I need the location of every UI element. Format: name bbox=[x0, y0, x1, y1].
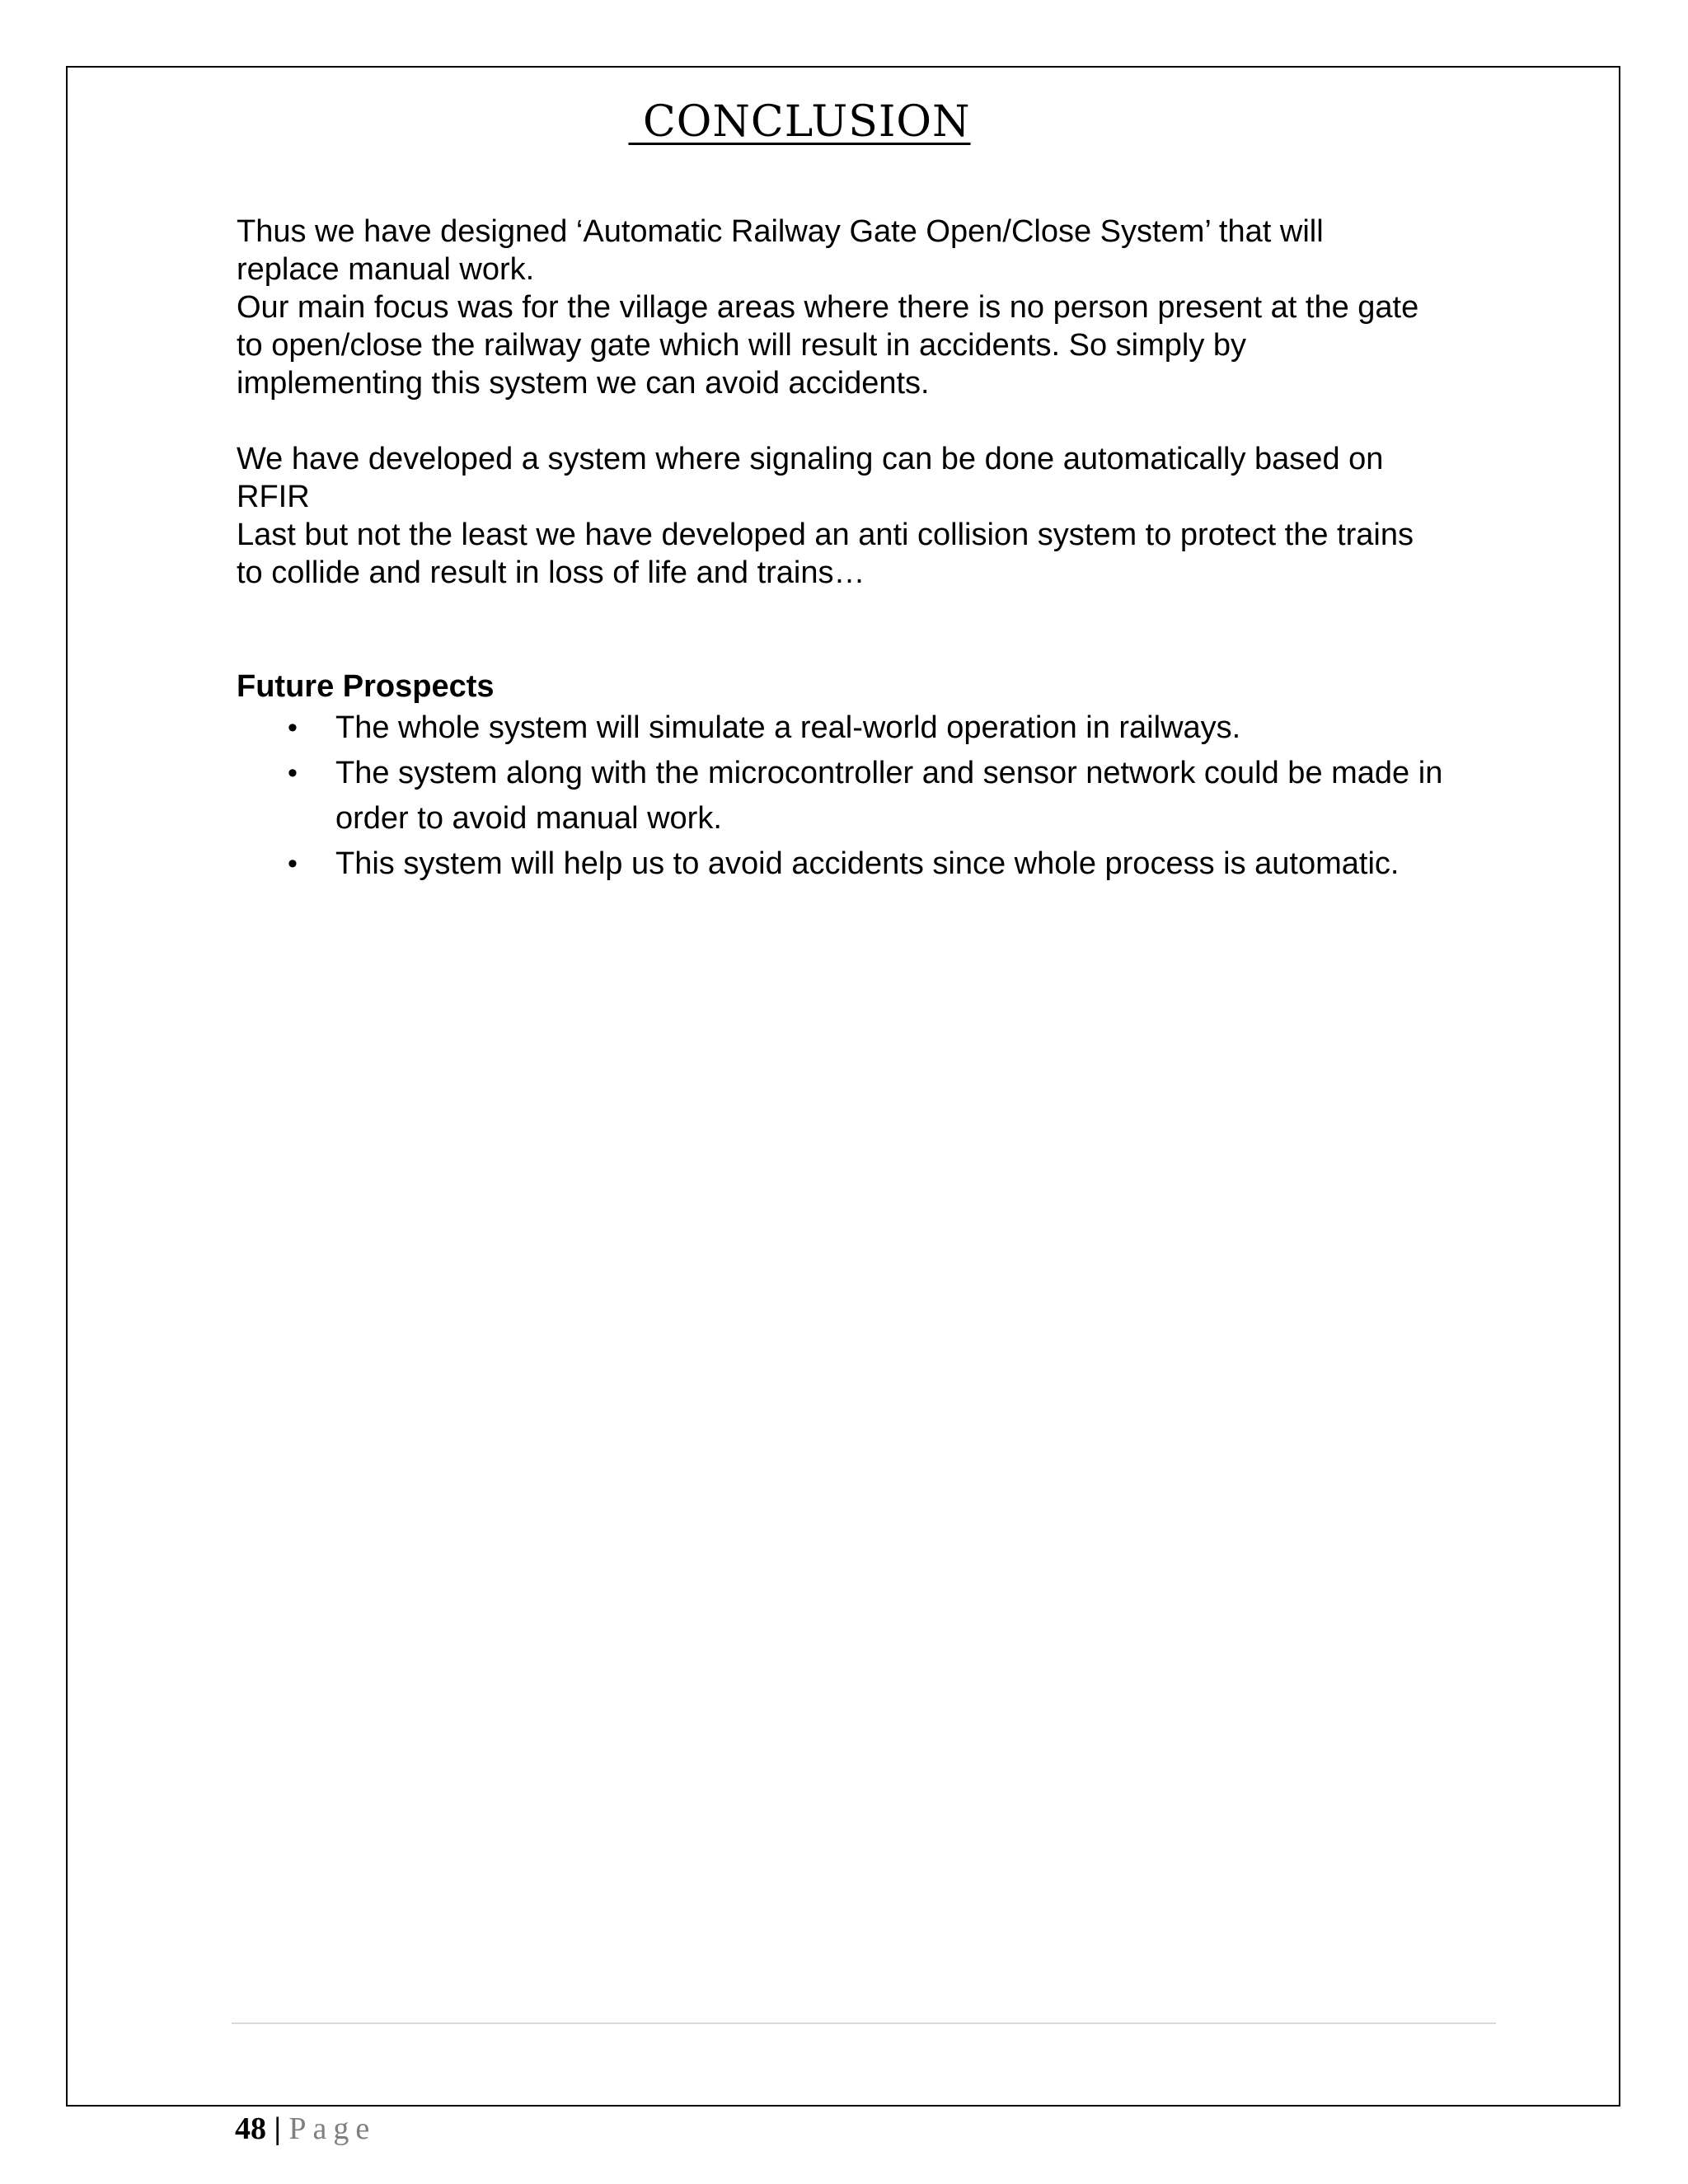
page-number: 48 bbox=[235, 2111, 266, 2146]
paragraph-line: to open/close the railway gate which will result in accidents. So simply by bbox=[237, 328, 1247, 363]
page-label: Page bbox=[288, 2111, 377, 2146]
bullet-icon: • bbox=[288, 757, 298, 789]
future-prospects-list bbox=[237, 705, 1522, 887]
paragraph-line: to collide and result in loss of life and trains… bbox=[237, 555, 865, 590]
page-title: CONCLUSION bbox=[628, 97, 971, 147]
document-body bbox=[237, 213, 1522, 887]
paragraph-line: implementing this system we can avoid accidents. bbox=[237, 366, 930, 401]
list-item-text: The whole system will simulate a real-world operation in railways. bbox=[335, 710, 1241, 745]
list-item-text: This system will help us to avoid accidents since whole process is automatic. bbox=[335, 846, 1400, 881]
paragraph-line: Our main focus was for the village areas where there is no person present at the gate bbox=[237, 290, 1419, 325]
paragraph-line: We have developed a system where signaling can be done automatically based on bbox=[237, 442, 1384, 476]
list-item bbox=[237, 751, 1522, 841]
list-item bbox=[237, 705, 1522, 751]
paragraph-line: Last but not the least we have developed an anti collision system to protect the trains bbox=[237, 518, 1414, 552]
paragraph-line: Thus we have designed ‘Automatic Railway Gate Open/Close System’ that will bbox=[237, 214, 1324, 249]
paragraph-line: replace manual work. bbox=[237, 252, 535, 287]
footer-separator: | bbox=[266, 2111, 289, 2146]
paragraph-line: RFIR bbox=[237, 480, 310, 514]
paragraph-spacer bbox=[237, 592, 1522, 668]
paragraph-spacer bbox=[237, 402, 1522, 440]
footer-divider bbox=[232, 2022, 1496, 2024]
list-item bbox=[237, 841, 1522, 887]
future-prospects-heading: Future Prospects bbox=[237, 669, 495, 704]
bullet-icon: • bbox=[288, 848, 298, 879]
list-item-text: The system along with the microcontroller and sensor network could be made in order to avoid manual work. bbox=[335, 756, 1443, 836]
page-footer bbox=[235, 2110, 376, 2148]
bullet-icon: • bbox=[288, 712, 298, 743]
